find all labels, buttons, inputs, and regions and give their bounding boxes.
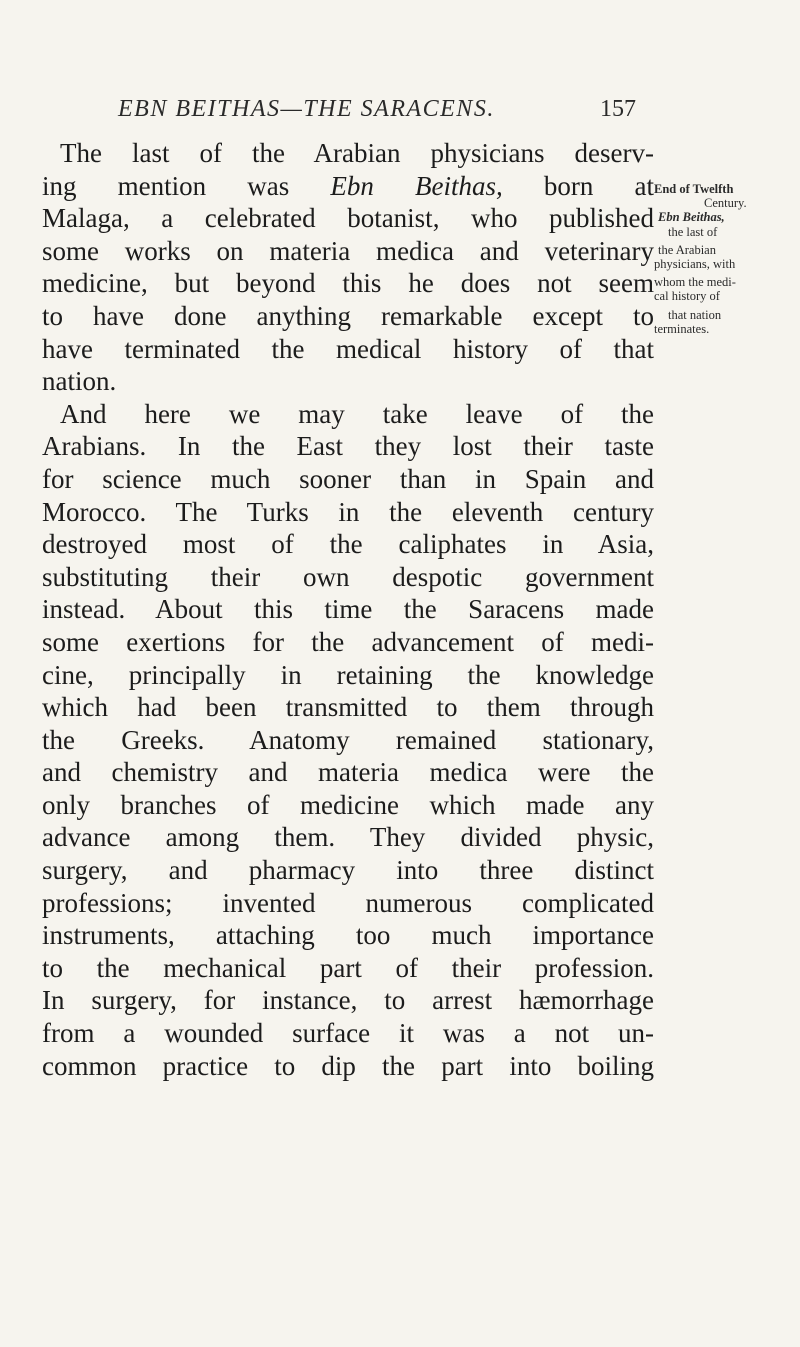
margin-note-line: End of Twelfth xyxy=(654,182,734,196)
margin-note-line: whom the medi- xyxy=(654,275,736,290)
text-line: to have done anything remarkable except to xyxy=(42,300,654,331)
text-line: Arabians. In the East they lost their taste xyxy=(42,431,654,462)
body-text xyxy=(42,137,654,1082)
margin-note-line: cal history of xyxy=(654,289,720,304)
text-line: and chemistry and materia medica were the xyxy=(42,757,654,788)
margin-note xyxy=(654,182,792,336)
text-line: to the mechanical part of their profession. xyxy=(42,952,654,983)
text-line: only branches of medicine which made any xyxy=(42,789,654,820)
text-line: which had been transmitted to them through xyxy=(42,692,654,723)
margin-note-line: that nation xyxy=(668,307,722,322)
text-line: for science much sooner than in Spain and xyxy=(42,463,654,494)
text-line: instruments, attaching too much importance xyxy=(42,920,654,951)
text-line: from a wounded surface it was a not un- xyxy=(42,1018,654,1049)
text-line: substituting their own despotic government xyxy=(42,561,654,592)
text-line: In surgery, for instance, to arrest hæmorrhage xyxy=(42,985,654,1016)
margin-note-line: Ebn Beithas, xyxy=(658,210,725,225)
text-line: have terminated the medical history of that xyxy=(42,333,654,364)
running-head xyxy=(0,96,800,136)
text-line: advance among them. They divided physic, xyxy=(42,822,654,853)
text-line: instead. About this time the Saracens made xyxy=(42,594,654,625)
margin-note-line: the last of xyxy=(668,224,718,239)
text-line: common practice to dip the part into boiling xyxy=(42,1050,654,1081)
text-line: professions; invented numerous complicated xyxy=(42,887,654,918)
text-line: The last of the Arabian physicians deserv- xyxy=(60,138,654,168)
text-line: the Greeks. Anatomy remained stationary, xyxy=(42,724,654,755)
margin-note-line: Century. xyxy=(704,196,747,211)
text-line: cine, principally in retaining the knowledge xyxy=(42,659,654,690)
margin-note-line: physicians, with xyxy=(654,257,736,272)
margin-note-line: terminates. xyxy=(654,321,710,336)
margin-note-line: the Arabian xyxy=(658,242,716,257)
text-line: some works on materia medica and veterinary xyxy=(42,235,654,266)
text-line: And here we may take leave of the xyxy=(60,398,654,429)
text-line: nation. xyxy=(42,366,117,397)
text-line: ing mention was Ebn Beithas, born at xyxy=(42,170,655,201)
text-line: Malaga, a celebrated botanist, who published xyxy=(42,203,654,234)
text-line: some exertions for the advancement of medi- xyxy=(42,626,654,657)
page-number: 157 xyxy=(600,96,636,122)
text-line: surgery, and pharmacy into three distinct xyxy=(42,855,654,886)
person-name: Ebn Beithas, xyxy=(330,170,503,201)
text-line: Morocco. The Turks in the eleventh century xyxy=(42,496,654,527)
text-line: medicine, but beyond this he does not seem xyxy=(42,268,654,299)
text-line: destroyed most of the caliphates in Asia, xyxy=(42,529,654,560)
running-title: EBN BEITHAS—THE SARACENS. xyxy=(118,96,495,122)
